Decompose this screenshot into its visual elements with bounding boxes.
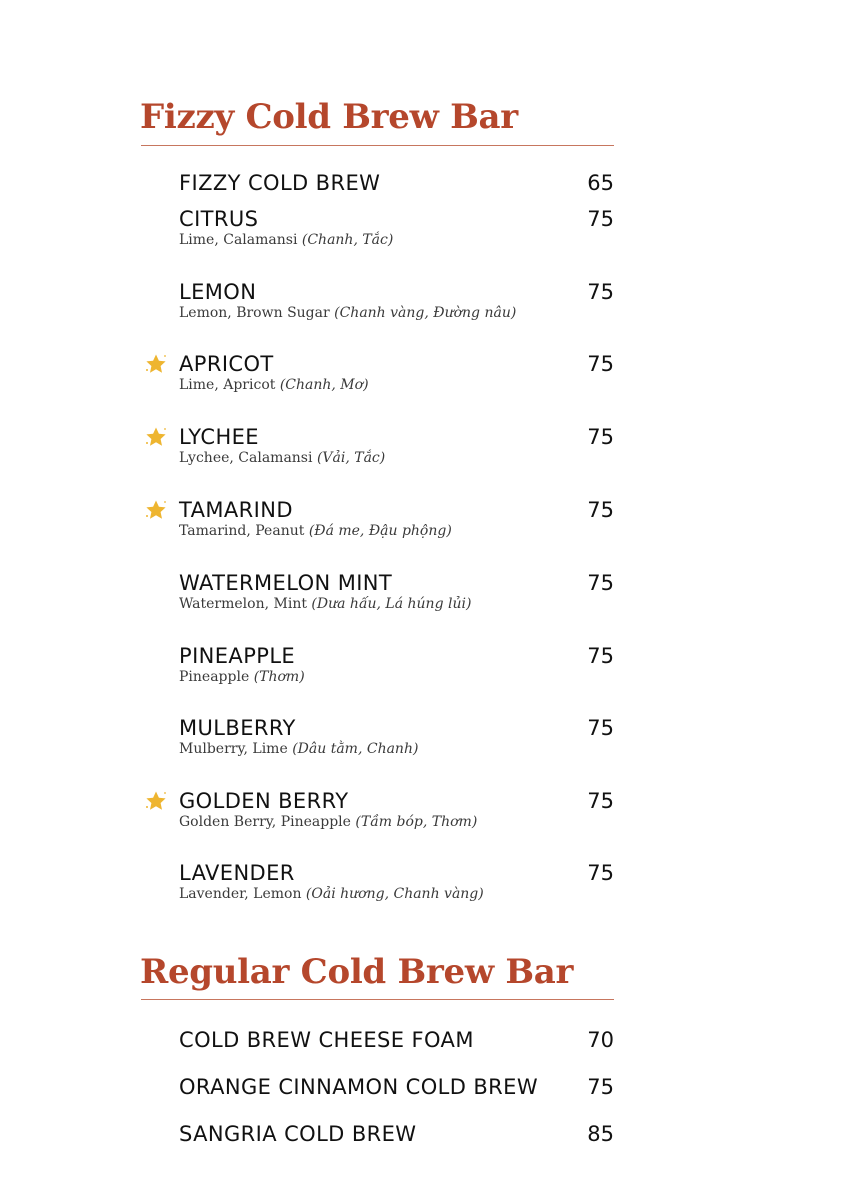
ingredients-vi: (Chanh vàng, Đường nâu) <box>334 305 517 321</box>
menu-item-name: TAMARIND <box>179 498 293 522</box>
menu-item-name: GOLDEN BERRY <box>179 789 349 813</box>
menu-item-price: 75 <box>587 571 614 595</box>
menu-item-name: SANGRIA COLD BREW <box>179 1122 417 1146</box>
menu-item-price: 75 <box>587 716 614 740</box>
star-icon <box>144 789 168 813</box>
ingredients-en: Golden Berry, Pineapple <box>179 814 351 830</box>
section-title-fizzy: Fizzy Cold Brew Bar <box>140 97 518 137</box>
menu-item-price: 75 <box>587 280 614 304</box>
menu-item-price: 75 <box>587 861 614 885</box>
menu-item-description <box>179 231 393 249</box>
ingredients-en: Mulberry, Lime <box>179 741 288 757</box>
star-icon <box>144 498 168 522</box>
menu-item-name: CITRUS <box>179 207 259 231</box>
menu-item-name: ORANGE CINNAMON COLD BREW <box>179 1075 539 1099</box>
ingredients-vi: (Oải hương, Chanh vàng) <box>305 886 484 902</box>
ingredients-en: Watermelon, Mint <box>179 596 307 612</box>
ingredients-en: Lavender, Lemon <box>179 886 302 902</box>
ingredients-en: Lychee, Calamansi <box>179 450 313 466</box>
menu-item-name: LYCHEE <box>179 425 259 449</box>
menu-item-description <box>179 595 471 613</box>
menu-item-name: WATERMELON MINT <box>179 571 393 595</box>
menu-item-description <box>179 522 452 540</box>
menu-item-description <box>179 376 369 394</box>
menu-item-price: 75 <box>587 498 614 522</box>
menu-item-name: LEMON <box>179 280 257 304</box>
menu-item-name: COLD BREW CHEESE FOAM <box>179 1028 474 1052</box>
menu-item-description <box>179 668 305 686</box>
ingredients-vi: (Thơm) <box>253 669 305 685</box>
menu-item-price: 75 <box>587 425 614 449</box>
ingredients-vi: (Dâu tằm, Chanh) <box>292 741 419 757</box>
star-icon <box>144 352 168 376</box>
menu-item-price: 85 <box>587 1122 614 1146</box>
ingredients-vi: (Chanh, Tắc) <box>301 232 394 248</box>
ingredients-en: Tamarind, Peanut <box>179 523 305 539</box>
menu-item-name: LAVENDER <box>179 861 295 885</box>
ingredients-en: Pineapple <box>179 669 250 685</box>
menu-item-name: MULBERRY <box>179 716 296 740</box>
menu-item-description <box>179 813 477 831</box>
menu-item-price: 75 <box>587 352 614 376</box>
ingredients-en: Lemon, Brown Sugar <box>179 305 330 321</box>
ingredients-vi: (Chanh, Mơ) <box>279 377 369 393</box>
section-divider <box>141 999 614 1000</box>
star-icon <box>144 425 168 449</box>
menu-item-description <box>179 740 418 758</box>
menu-item-description <box>179 304 516 322</box>
ingredients-vi: (Đá me, Đậu phộng) <box>308 523 452 539</box>
menu-item-price: 75 <box>587 789 614 813</box>
menu-item-price: 65 <box>587 171 614 195</box>
menu-item-price: 75 <box>587 207 614 231</box>
menu-item-name: APRICOT <box>179 352 274 376</box>
menu-item-description <box>179 449 385 467</box>
menu-item-price: 75 <box>587 644 614 668</box>
menu-item-description <box>179 885 484 903</box>
ingredients-en: Lime, Apricot <box>179 377 276 393</box>
ingredients-vi: (Dưa hấu, Lá húng lủi) <box>311 596 472 612</box>
ingredients-vi: (Tầm bóp, Thơm) <box>355 814 478 830</box>
menu-item-price: 70 <box>587 1028 614 1052</box>
menu-item-name: PINEAPPLE <box>179 644 296 668</box>
menu-item-name: FIZZY COLD BREW <box>179 171 381 195</box>
ingredients-vi: (Vải, Tắc) <box>316 450 386 466</box>
menu-item-price: 75 <box>587 1075 614 1099</box>
section-title-regular: Regular Cold Brew Bar <box>140 952 574 992</box>
ingredients-en: Lime, Calamansi <box>179 232 298 248</box>
section-divider <box>141 145 614 146</box>
